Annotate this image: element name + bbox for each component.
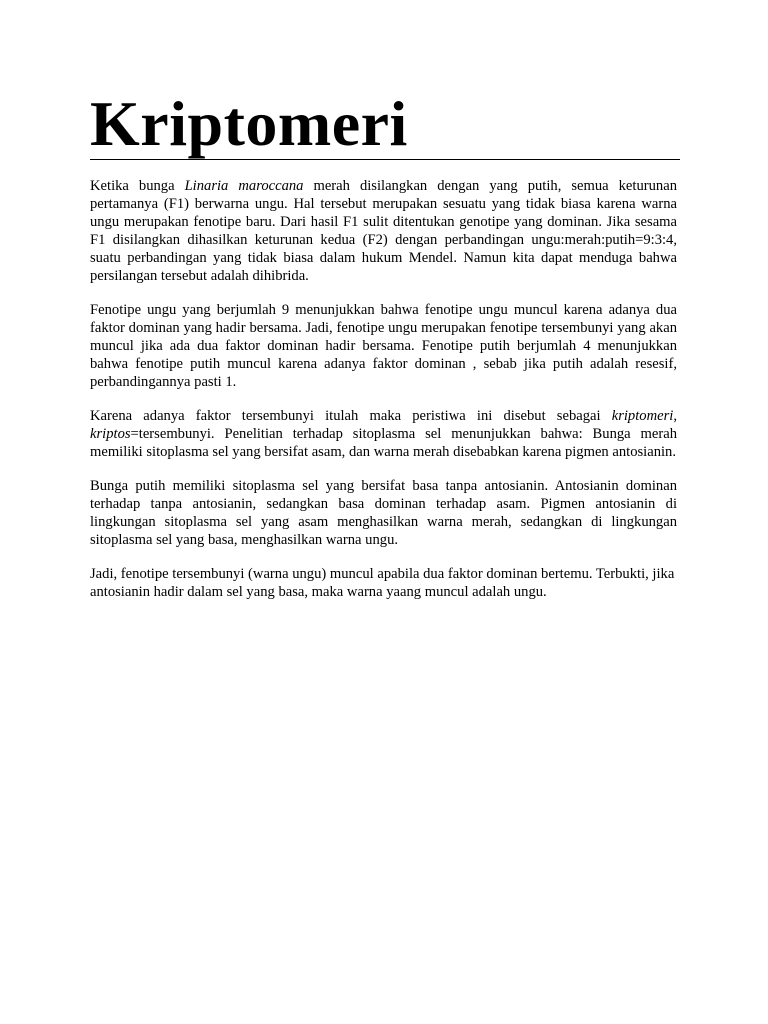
- term-kriptomeri: kriptomeri: [611, 408, 674, 424]
- page-title: Kriptomeri: [90, 88, 408, 159]
- term-kriptos: kriptos: [90, 426, 131, 442]
- paragraph-2: Fenotipe ungu yang berjumlah 9 menunjukkan bahwa fenotipe ungu muncul karena adanya dua faktor dominan yang hadir bersama. Jadi, fenotipe ungu merupakan fenotipe tersembunyi yang akan muncul jika ada dua faktor dominan hadir bersama. Fenotipe putih berjumlah 4 menunjukkan bahwa fenotipe putih muncul karena adanya faktor dominan , sebab jika putih adalah resesif, perbandingannya pasti 1.: [90, 302, 677, 390]
- paragraph-3-text-c: ,: [673, 408, 677, 424]
- paragraph-1-text-c: merah disilangkan dengan yang putih, semua keturunan pertamanya (F1) berwarna ungu. Hal tersebut merupakan sesuatu yang tidak biasa karena warna ungu merupakan fenotipe baru. Dari hasil F1 sulit ditentukan genotipe yang dominan. Jika sesama F1 disilangkan dihasilkan keturunan kedua (F2) dengan perbandingan ungu:merah:putih=9:3:4, suatu perbandingan yang tidak biasa dalam hukum Mendel. Namun kita dapat menduga bahwa persilangan tersebut adalah dihibrida.: [90, 178, 677, 284]
- title-underline: [90, 159, 680, 160]
- paragraph-4: Bunga putih memiliki sitoplasma sel yang bersifat basa tanpa antosianin. Antosianin dominan terhadap tanpa antosianin, sedangkan basa dominan terhadap asam. Pigmen antosianin di lingkungan sitoplasma sel yang asam menghasilkan warna merah, sedangkan di lingkungan sitoplasma sel yang basa, menghasilkan warna ungu.: [90, 478, 677, 548]
- paragraph-3: [90, 407, 677, 461]
- paragraph-1: [90, 177, 677, 285]
- paragraph-3-text-e: =tersembunyi. Penelitian terhadap sitoplasma sel menunjukkan bahwa: Bunga merah memiliki sitoplasma sel yang bersifat asam, dan warna merah disebabkan karena pigmen antosianin.: [90, 426, 677, 460]
- species-name: Linaria maroccana: [184, 178, 304, 194]
- document-body: [90, 177, 677, 617]
- paragraph-5: Jadi, fenotipe tersembunyi (warna ungu) muncul apabila dua faktor dominan bertemu. Terbukti, jika antosianin hadir dalam sel yang basa, maka warna yaang muncul adalah ungu.: [90, 566, 675, 600]
- paragraph-3-text-a: Karena adanya faktor tersembunyi itulah maka peristiwa ini disebut sebagai: [90, 408, 612, 424]
- paragraph-1-text-a: Ketika bunga: [90, 178, 185, 194]
